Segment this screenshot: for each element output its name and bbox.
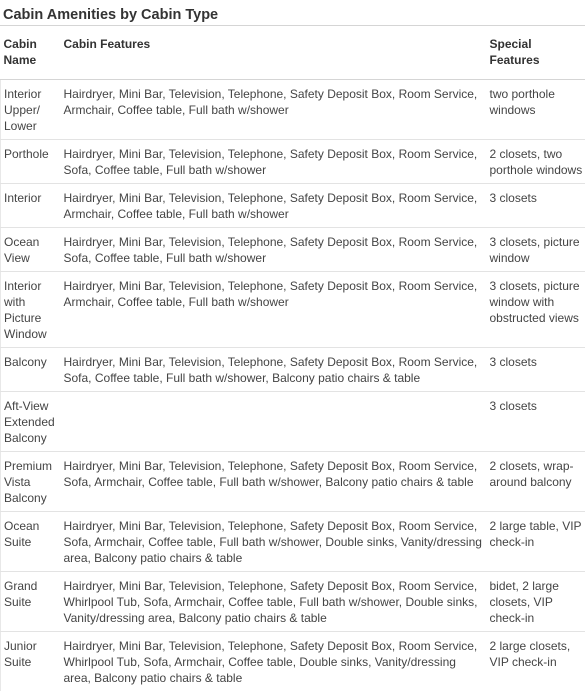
table-row (1, 348, 585, 392)
cabin-features-cell: Hairdryer, Mini Bar, Television, Telephone, Safety Deposit Box, Room Service, Sofa, Armchair, Coffee table, Full bath w/shower, Balcony patio chairs & table (61, 452, 487, 512)
special-features-cell: 2 closets, wrap-around balcony (487, 452, 585, 512)
table-row (1, 452, 585, 512)
cabin-features-cell: Hairdryer, Mini Bar, Television, Telephone, Safety Deposit Box, Room Service, Sofa, Coffee table, Full bath w/shower, Balcony patio chairs & table (61, 348, 487, 392)
table-row (1, 632, 585, 692)
cabin-features-cell: Hairdryer, Mini Bar, Television, Telephone, Safety Deposit Box, Room Service, Whirlpool Tub, Sofa, Armchair, Coffee table, Double sinks, Vanity/dressing area, Balcony patio chairs & table (63, 639, 478, 685)
header-cabin-name: Cabin Name (1, 26, 61, 80)
cabin-amenities-table (0, 26, 585, 691)
special-features-cell: 3 closets (487, 348, 585, 392)
cabin-features-cell (61, 392, 487, 452)
cabin-name-cell: Interior Upper/ Lower (1, 80, 61, 140)
special-features-cell: 2 large closets, VIP check-in (489, 639, 571, 669)
cabin-name-cell: Premium Vista Balcony (1, 452, 61, 512)
cabin-name-cell: Interior with Picture Window (1, 272, 61, 348)
cabin-features-cell: Hairdryer, Mini Bar, Television, Telephone, Safety Deposit Box, Room Service, Sofa, Coffee table, Full bath w/shower (61, 228, 487, 272)
table-row (1, 392, 585, 452)
table-row (1, 184, 585, 228)
cabin-features-cell: Hairdryer, Mini Bar, Television, Telephone, Safety Deposit Box, Room Service, Armchair, Coffee table, Full bath w/shower (61, 184, 487, 228)
cabin-name-cell: Porthole (1, 140, 61, 184)
cabin-features-cell: Hairdryer, Mini Bar, Television, Telephone, Safety Deposit Box, Room Service, Armchair, Coffee table, Full bath w/shower (61, 272, 487, 348)
cabin-features-cell: Hairdryer, Mini Bar, Television, Telephone, Safety Deposit Box, Room Service, Armchair, Coffee table, Full bath w/shower (61, 80, 487, 140)
table-row (1, 228, 585, 272)
page-title: Cabin Amenities by Cabin Type (0, 0, 585, 26)
table-row (1, 512, 585, 572)
special-features-cell: 3 closets (487, 392, 585, 452)
special-features-cell: 3 closets (487, 184, 585, 228)
table-row (1, 572, 585, 632)
table-row (1, 80, 585, 140)
special-features-cell: 2 large table, VIP check-in (487, 512, 585, 572)
cabin-name-cell: Junior Suite (1, 632, 61, 692)
table-header-row (1, 26, 585, 80)
header-cabin-features: Cabin Features (61, 26, 487, 80)
cabin-features-cell: Hairdryer, Mini Bar, Television, Telephone, Safety Deposit Box, Room Service, Sofa, Coffee table, Full bath w/shower (61, 140, 487, 184)
special-features-cell: two porthole windows (487, 80, 585, 140)
cabin-name-cell: Interior (1, 184, 61, 228)
header-special-features: Special Features (487, 26, 585, 80)
cabin-name-cell: Balcony (1, 348, 61, 392)
cabin-name-cell: Grand Suite (1, 572, 61, 632)
special-features-cell: 2 closets, two porthole windows (487, 140, 585, 184)
cabin-name-cell: Aft-View Extended Balcony (1, 392, 61, 452)
cabin-features-cell: Hairdryer, Mini Bar, Television, Telephone, Safety Deposit Box, Room Service, Whirlpool Tub, Sofa, Armchair, Coffee table, Full bath w/shower, Double sinks, Vanity/dressing area, Balcony patio chairs & table (61, 572, 487, 632)
cabin-name-cell: Ocean View (1, 228, 61, 272)
special-features-cell: 3 closets, picture window (487, 228, 585, 272)
special-features-cell: 3 closets, picture window with obstructed views (487, 272, 585, 348)
table-row (1, 272, 585, 348)
table-row (1, 140, 585, 184)
cabin-features-cell: Hairdryer, Mini Bar, Television, Telephone, Safety Deposit Box, Room Service, Sofa, Armchair, Coffee table, Full bath w/shower, Double sinks, Vanity/dressing area, Balcony patio chairs & table (61, 512, 487, 572)
special-features-cell: bidet, 2 large closets, VIP check-in (487, 572, 585, 632)
cabin-name-cell: Ocean Suite (1, 512, 61, 572)
